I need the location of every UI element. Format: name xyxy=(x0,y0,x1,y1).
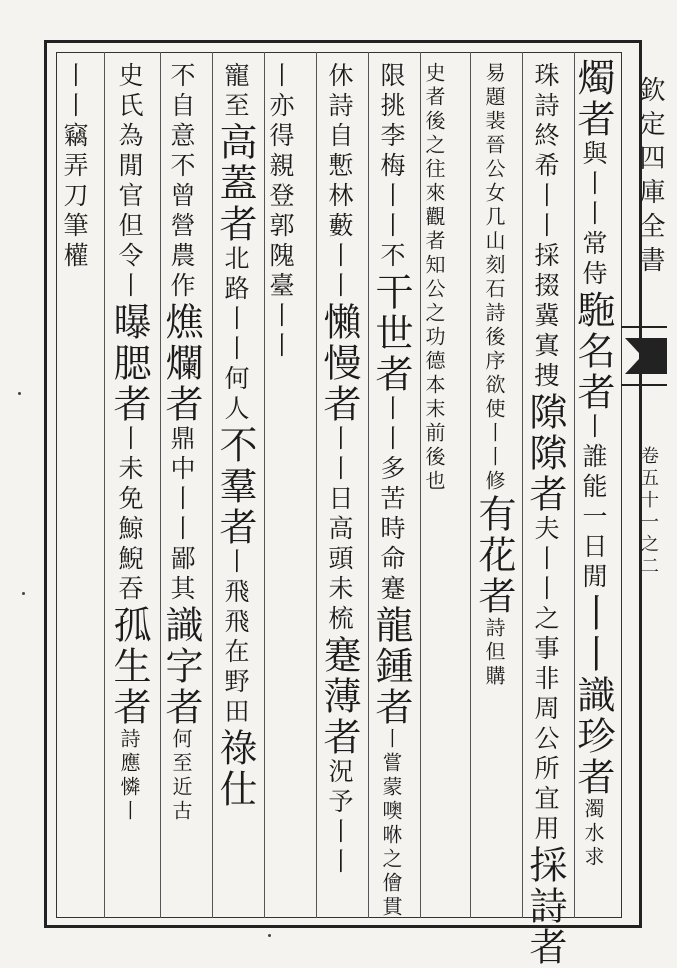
fish-tail-mark xyxy=(625,338,667,374)
body-text: 夫丨丨之事非周公所宜用 xyxy=(531,515,560,845)
text-column-6 xyxy=(317,62,361,878)
headword: 駞名者 xyxy=(571,290,615,413)
fish-tail-line xyxy=(621,326,667,328)
text-column-9 xyxy=(159,62,203,824)
text-column-8 xyxy=(213,62,257,810)
volume-label: 卷五十一之二 xyxy=(638,446,659,578)
body-text: 丨亦得親登郭隗臺丨丨 xyxy=(266,62,295,362)
column-divider xyxy=(104,52,105,918)
body-text: 不曾營農作 xyxy=(167,152,196,302)
column-divider xyxy=(316,52,317,918)
body-text: 丨誰能一日閒 xyxy=(579,413,608,593)
text-column-7 xyxy=(268,62,293,362)
body-text: 與丨丨常侍 xyxy=(579,140,608,290)
body-text: 丨未免鯨鯢吞 xyxy=(115,425,144,605)
text-column-11 xyxy=(62,62,87,272)
headword: 祿仕 xyxy=(213,728,257,810)
body-text: 珠詩終希丨丨採掇冀寘捜 xyxy=(531,62,560,392)
body-text: 北路丨丨何人 xyxy=(221,245,250,425)
body-text: 史氏為閒官但令丨 xyxy=(115,62,144,302)
body-text: 丨飛飛在野田 xyxy=(221,548,250,728)
text-column-10 xyxy=(107,62,151,824)
headword: 採詩者 xyxy=(523,845,567,968)
headword: 𨻶𨻶者 xyxy=(523,392,567,515)
headword: 不羣者 xyxy=(213,425,257,548)
body-text: 丨丨日高頭未梳 xyxy=(325,425,354,635)
headword: 蹇薄者 xyxy=(317,635,361,758)
scan-speck xyxy=(22,592,25,595)
text-column-4 xyxy=(424,62,444,494)
body-text: 丨丨多苦時命蹇 xyxy=(377,395,406,605)
text-column-3 xyxy=(472,62,516,689)
page-margin xyxy=(621,46,667,926)
headword: 干世者 xyxy=(369,272,413,395)
column-divider xyxy=(420,52,421,918)
book-title: 欽定四庫全書 xyxy=(635,76,665,280)
annotation: 何至近古 xyxy=(169,728,193,824)
body-text: 丨丨竊弄刀筆權 xyxy=(60,62,89,272)
column-divider xyxy=(160,52,161,918)
fish-tail-line xyxy=(621,384,667,386)
body-text: 寵至 xyxy=(221,62,250,122)
annotation: 史者後之往來觀者知公之功德本末前後也 xyxy=(422,62,446,494)
text-column-2 xyxy=(523,62,567,968)
body-text: 況予丨丨 xyxy=(325,758,354,878)
headword: 高蓋者 xyxy=(213,122,257,245)
body-text: 休詩自慙林藪丨丨 xyxy=(325,62,354,302)
body-text: 不自意 xyxy=(167,62,196,152)
headword: 龍鍾者 xyxy=(369,605,413,728)
headword: 燋爛者 xyxy=(159,302,203,425)
text-column-5 xyxy=(369,62,413,920)
column-divider xyxy=(264,52,265,918)
column-divider xyxy=(470,52,471,918)
headword: 丨丨識珍者 xyxy=(571,593,615,798)
scan-speck xyxy=(18,392,21,395)
annotation: 丨嘗蒙噢咻之儈貫 xyxy=(379,728,403,920)
annotation: 濁水求 xyxy=(581,798,605,870)
scan-speck xyxy=(268,934,271,937)
headword: 識字者 xyxy=(159,605,203,728)
headword: 孤生者 xyxy=(107,605,151,728)
headword: 有花者 xyxy=(472,494,516,617)
annotation: 詩但購 xyxy=(482,617,506,689)
body-text: 鼎中丨丨 xyxy=(167,425,196,545)
headword: 曝腮者 xyxy=(107,302,151,425)
headword: 懶慢者 xyxy=(317,302,361,425)
column-divider xyxy=(368,52,369,918)
text-column-1 xyxy=(571,58,615,870)
headword: 燭者 xyxy=(571,58,615,140)
annotation: 易題裴晉公女几山刻石詩後序欲使丨丨修 xyxy=(482,62,506,494)
body-text: 鄙其 xyxy=(167,545,196,605)
body-text: 限挑李梅丨丨不 xyxy=(377,62,406,272)
annotation: 詩應憐丨 xyxy=(117,728,141,824)
